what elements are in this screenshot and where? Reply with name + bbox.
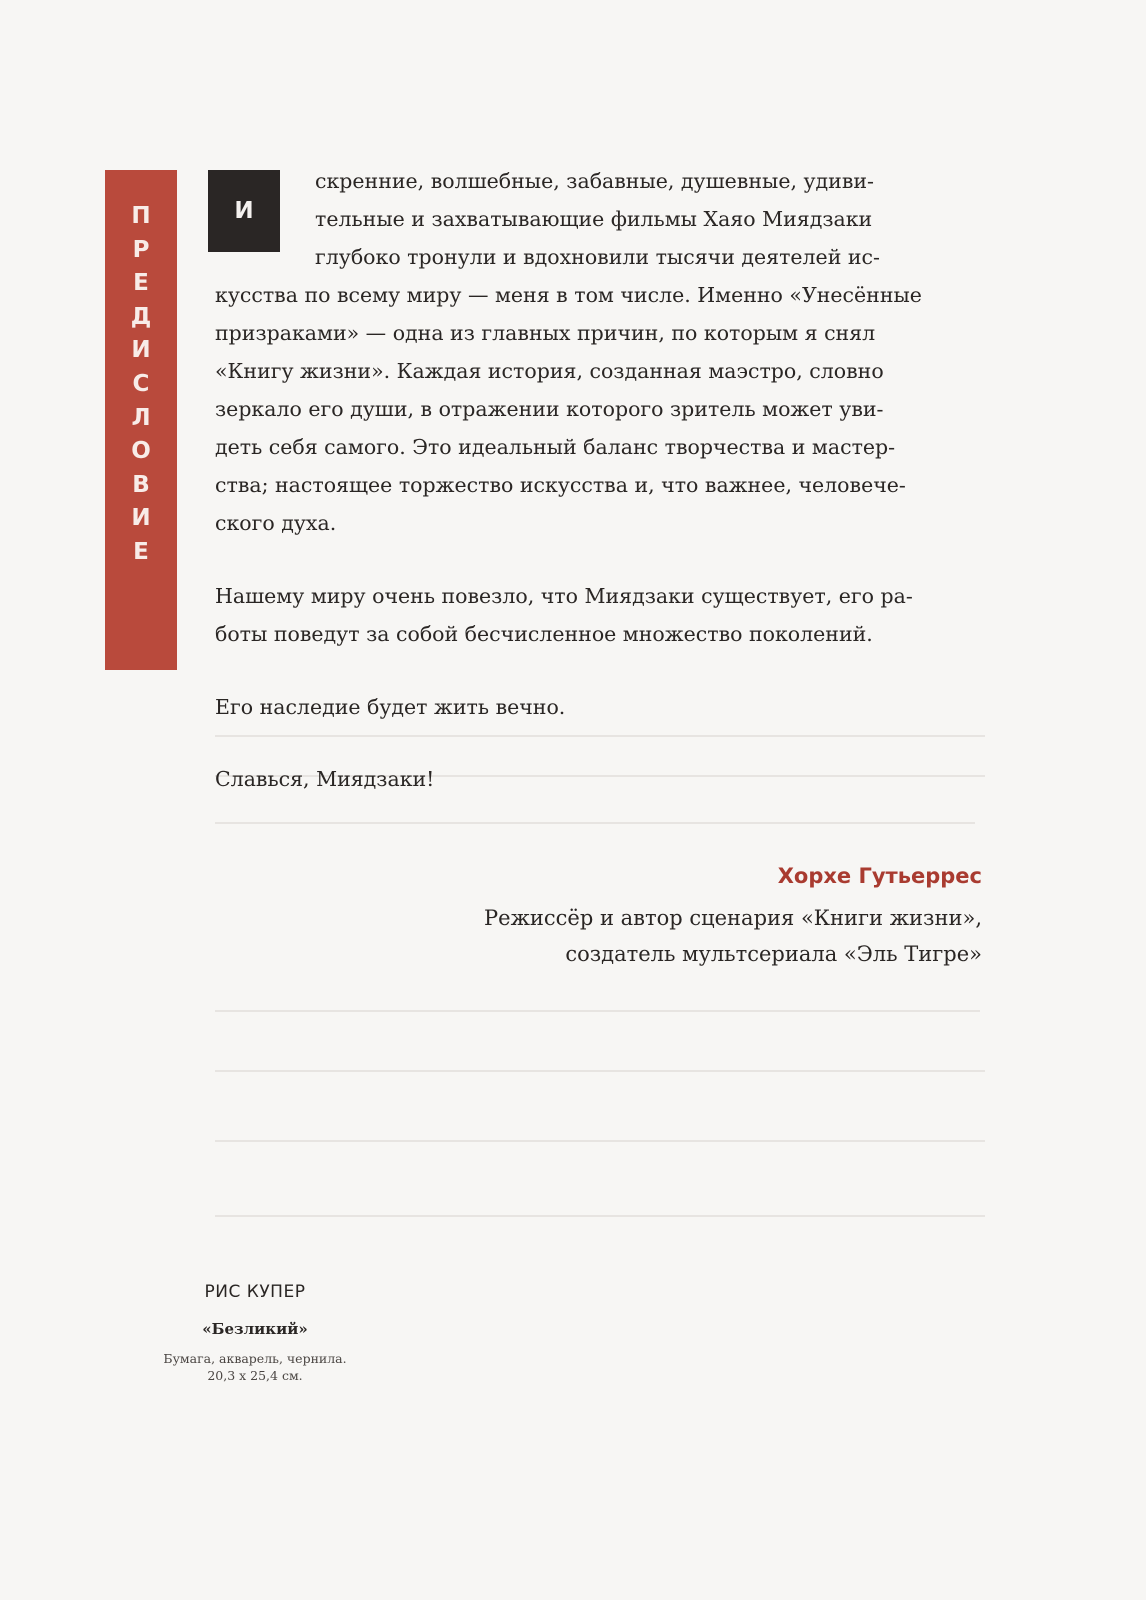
section-title-letter: В [132,471,150,498]
text-line: кусства по всему миру — меня в том числе. Именно «Унесённые [215,283,922,307]
author-role-line: создатель мультсериала «Эль Тигре» [565,942,982,966]
text-line: глубоко тронули и вдохновили тысячи деятелей ис- [315,245,880,269]
bleed-through-line [215,822,975,824]
section-title-letter: И [131,505,151,532]
section-title-letter: П [131,203,151,229]
drop-cap: И [208,170,280,252]
section-title-letter: Л [131,404,151,431]
section-title-letter: Д [130,303,152,330]
section-title-bar [105,170,177,670]
text-line: зеркало его души, в отражении которого зритель может уви- [215,397,884,421]
text-line: деть себя самого. Это идеальный баланс творчества и мастер- [215,435,896,459]
caption-artist: РИС КУПЕР [204,1282,306,1302]
bleed-through-line [215,1010,980,1012]
caption-medium: Бумага, акварель, чернила. [163,1351,347,1366]
section-title-letter: Р [132,236,150,263]
section-title-letter: С [132,370,150,397]
caption-size: 20,3 х 25,4 см. [207,1368,303,1383]
text-line: тельные и захватывающие фильмы Хаяо Миядзаки [315,207,873,231]
bleed-through-line [215,1140,985,1142]
paragraph-legacy: Его наследие будет жить вечно. [215,695,566,719]
text-line: «Книгу жизни». Каждая история, созданная маэстро, словно [215,359,884,383]
text-line: боты поведут за собой бесчисленное множество поколений. [215,622,873,646]
bleed-through-line [215,735,985,737]
text-line: скренние, волшебные, забавные, душевные, удиви- [315,169,874,193]
section-title-letter: Е [133,538,149,565]
section-title-letter: И [131,337,151,364]
paragraph-praise: Славься, Миядзаки! [215,767,435,791]
author-role-line: Режиссёр и автор сценария «Книги жизни», [484,906,982,930]
section-title-letter: О [131,438,151,465]
text-line: призраками» — одна из главных причин, по которым я снял [215,321,876,345]
bleed-through-line [215,1215,985,1217]
text-line: Нашему миру очень повезло, что Миядзаки существует, его ра- [215,584,913,608]
bleed-through-line [215,1070,985,1072]
text-line: ства; настоящее торжество искусства и, что важнее, человече- [215,473,906,497]
text-line: ского духа. [215,511,337,535]
caption-title: «Безликий» [202,1320,308,1338]
section-title-letter: Е [133,270,149,297]
author-name: Хорхе Гутьеррес [777,864,982,888]
